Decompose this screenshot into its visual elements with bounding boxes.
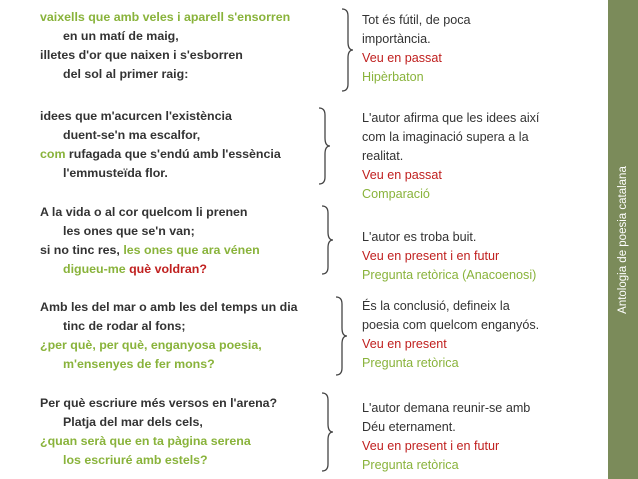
poem-line [40, 222, 340, 241]
brace-4 [334, 296, 348, 376]
poem-line [40, 27, 340, 46]
poem-line-segment: m'ensenyes de fer mons? [63, 357, 215, 371]
stanza [40, 107, 340, 183]
note-line: Veu en passat [362, 51, 442, 65]
poem-line [40, 8, 340, 27]
note-line: Veu en present i en futur [362, 249, 500, 263]
poem-line [40, 317, 340, 336]
poem-line [40, 126, 340, 145]
poem-line [40, 394, 340, 413]
note-line: Pregunta retòrica (Anacoenosi) [362, 268, 537, 282]
note-line: Pregunta retòrica [362, 356, 459, 370]
poem-line-segment: del sol al primer raig: [63, 67, 189, 81]
poem-line-segment: vaixells que amb veles i aparell s'ensorren [40, 10, 291, 24]
note-line: L'autor demana reunir-se amb [362, 401, 531, 415]
annotation-note [362, 297, 607, 373]
poem-line [40, 203, 340, 222]
annotation-note [362, 11, 607, 87]
poem-line-segment: los escriuré amb estels? [63, 453, 208, 467]
note-line: Veu en present i en futur [362, 439, 500, 453]
note-line: importància. [362, 32, 431, 46]
note-line: Veu en present [362, 337, 447, 351]
note-line: Déu eternament. [362, 420, 456, 434]
annotation-note [362, 228, 607, 285]
poem-line [40, 413, 340, 432]
poem-line-segment: rufagada que s'endú amb l'essència [65, 147, 281, 161]
note-line: com la imaginació supera a la [362, 130, 529, 144]
poem-line [40, 260, 340, 279]
annotation-note [362, 109, 607, 204]
stanza [40, 298, 340, 374]
brace-3 [320, 205, 334, 275]
poem-line-segment: Per què escriure més versos en l'arena? [40, 396, 278, 410]
stanza [40, 203, 340, 279]
brace-2 [317, 107, 331, 185]
brace-5 [320, 392, 334, 472]
poem-line [40, 451, 340, 470]
poem-line-segment: Platja del mar dels cels, [63, 415, 203, 429]
poem-line [40, 65, 340, 84]
poem-line [40, 355, 340, 374]
poem-line-segment: digueu-me [63, 262, 130, 276]
stanza [40, 394, 340, 470]
note-line: És la conclusió, defineix la [362, 299, 510, 313]
sidebar-band [608, 0, 638, 479]
poem-line-segment: l'emmusteïda flor. [63, 166, 168, 180]
poem-line-segment: com [40, 147, 66, 161]
sidebar-title: Antologia de poesia catalana [617, 166, 629, 314]
poem-line [40, 432, 340, 451]
poem-line-segment: en un matí de maig, [63, 29, 179, 43]
note-line: L'autor afirma que les idees així [362, 111, 540, 125]
poem-line [40, 46, 340, 65]
brace-1 [340, 8, 354, 92]
poem-line-segment: A la vida o al cor quelcom li prenen [40, 205, 248, 219]
poem-line-segment: les ones que se'n van; [63, 224, 195, 238]
note-line: realitat. [362, 149, 404, 163]
poem-line-segment: Amb les del mar o amb les del temps un dia [40, 300, 298, 314]
poem-line [40, 145, 340, 164]
poem-line-segment: idees que m'acurcen l'existència [40, 109, 232, 123]
poem-line-segment: ¿quan serà que en ta pàgina serena [40, 434, 251, 448]
note-line: poesia com quelcom enganyós. [362, 318, 540, 332]
note-line: Hipèrbaton [362, 70, 424, 84]
poem-line [40, 107, 340, 126]
poem-line [40, 241, 340, 260]
poem-line [40, 336, 340, 355]
poem-line [40, 298, 340, 317]
poem-line-segment: si no tinc res, [40, 243, 124, 257]
annotation-note [362, 399, 607, 475]
poem-line-segment: illetes d'or que naixen i s'esborren [40, 48, 243, 62]
note-line: Veu en passat [362, 168, 442, 182]
stanza [40, 8, 340, 84]
note-line: L'autor es troba buit. [362, 230, 477, 244]
poem-line-segment: què voldran? [129, 262, 207, 276]
poem-line-segment: duent-se'n ma escalfor, [63, 128, 201, 142]
note-line: Comparació [362, 187, 430, 201]
note-line: Pregunta retòrica [362, 458, 459, 472]
poem-line-segment: tinc de rodar al fons; [63, 319, 186, 333]
poem-line [40, 164, 340, 183]
poem-line-segment: les ones que ara vénen [123, 243, 260, 257]
poem-line-segment: ¿per què, per què, enganyosa poesia, [40, 338, 262, 352]
note-line: Tot és fútil, de poca [362, 13, 471, 27]
